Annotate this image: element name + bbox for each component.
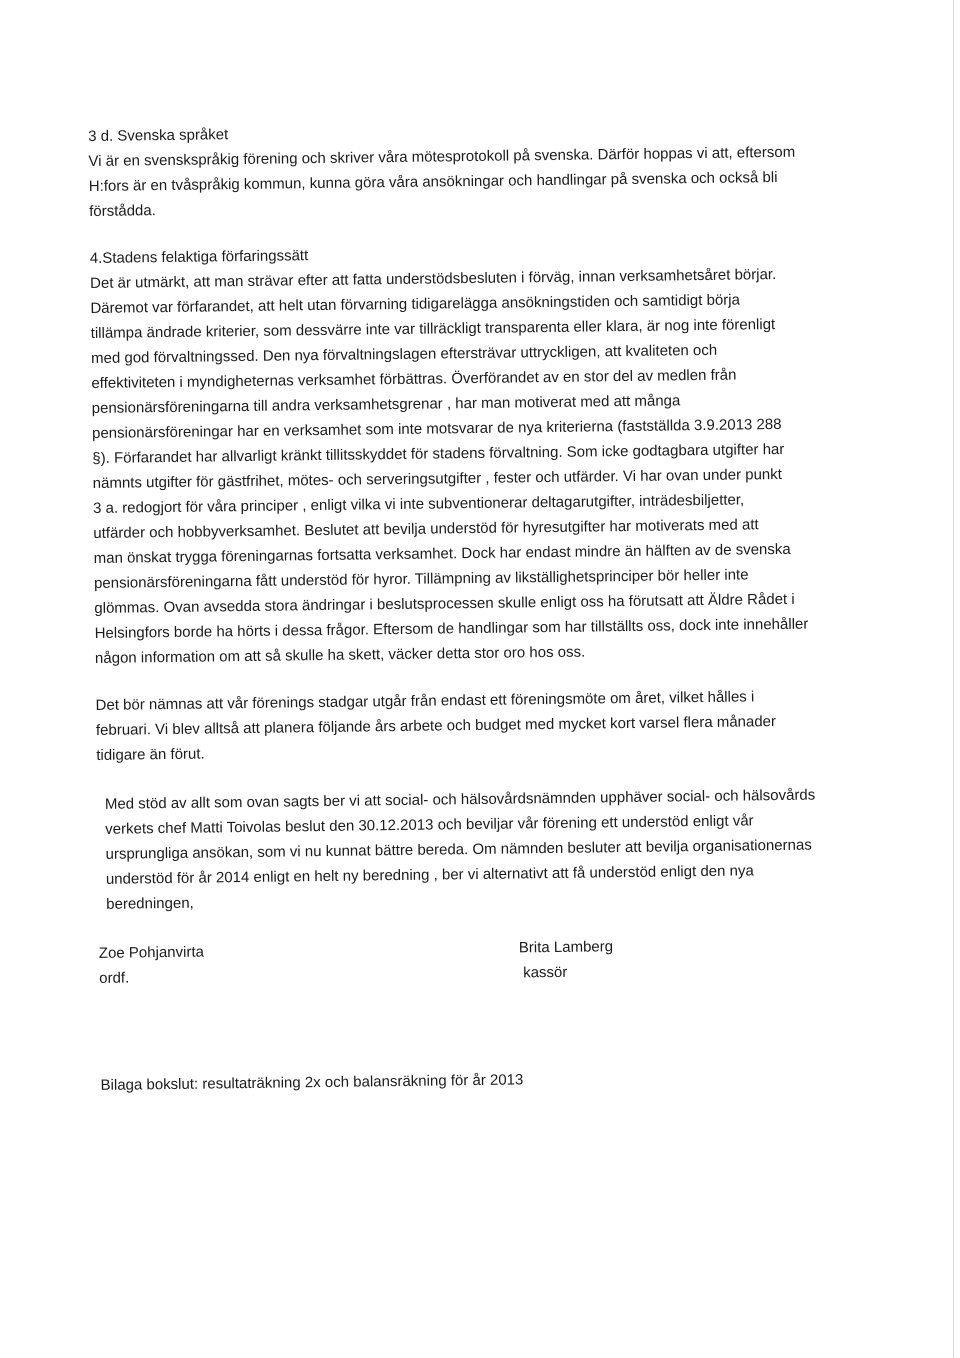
section-heading: 3 d. Svenska språket <box>88 126 229 145</box>
signer-role: kassör <box>523 963 568 982</box>
signature-block <box>99 931 890 1021</box>
signature-treasurer <box>519 934 614 985</box>
attachment-note: Bilaga bokslut: resultaträkning 2x och balansräkning för år 2013 <box>100 1071 524 1094</box>
section-svenska-spraket <box>88 114 879 224</box>
signature-chair <box>99 940 205 991</box>
section-body: Det är utmärkt, att man strävar efter att fatta understödsbesluten i förväg, innan verksamhetsåret börjar. Däremot var förfarandet, att helt utan förvarning tidigarelägga ansökningstiden och samtidigt börja tillämpa ändrade kriterier, som dessvärre inte var tillräckligt transparenta eller klara, är nog inte förenligt med god förvaltningssed. Den nya förvaltningslagen eftersträvar uttryckligen, att kvaliteten och effektiviteten i myndigheternas verksamhet förbättras. Överförandet av en stor del av medlen från pensionärsföreningarna till andra verksamhetsgrenar , har man motiverat med att många pensionärsföreningar har en verksamhet som inte motsvarar de nya kriterierna (fastställda 3.9.2013 288 §). Förfarandet har allvarligt kränkt tillitsskyddet för stadens förvaltning. Som icke godtagbara utgifter har nämnts utgifter för gästfrihet, mötes- och serveringsutgifter , fester och utfärder. Vi har ovan under punkt 3 a. redogjort för våra principer , enligt vilka vi inte subventionerar deltagarutgifter, inträdesbiljetter, utfärder och hobbyverksamhet. Beslutet att bevilja understöd för hyresutgifter har motiverats med att man önskat trygga föreningarnas fortsatta verksamhet. Dock har endast mindre än hälften av de svenska pensionärsföreningarna fått understöd för hyror. Tillämpning av likställighetsprinciper bör heller inte glömmas. Ovan avsedda stora ändringar i beslutsprocessen skulle enligt oss ha förutsatt att Äldre Rådet i Helsingfors borde ha hörts i dessa frågor. Eftersom de handlingar som har tillställts oss, dock inte innehåller någon information om att så skulle ha skett, väcker detta stor oro hos oss. <box>89 266 809 667</box>
paragraph-conclusion: Med stöd av allt som ovan sagts ber vi att social- och hälsovårdsnämnden upphäver social- och hälsovårds verkets chef Matti Toivolas beslut den 30.12.2013 och beviljar vår förening ett understöd enligt vår ursprungliga ansökan, som vi nu kunnat bättre bereda. Om nämnden besluter att bevilja organisationernas understöd för år 2014 enligt en helt ny beredning , ber vi alternativt att få understöd enligt den nya beredningen, <box>104 786 816 913</box>
section-forfaringssatt <box>90 236 885 671</box>
document-body <box>88 114 891 1098</box>
signer-role: ordf. <box>99 969 130 987</box>
scan-edge-line <box>953 0 954 1358</box>
signer-name: Brita Lamberg <box>518 938 614 957</box>
section-heading: 4.Stadens felaktiga förfaringssätt <box>89 247 309 267</box>
section-body: Vi är en svenskspråkig förening och skriver våra mötesprotokoll på svenska. Därför hoppas vi att, eftersom H:fors är en tvåspråkig kommun, kunna göra våra ansökningar och handlingar på svenska och också bli förstådda. <box>88 143 796 220</box>
signer-name: Zoe Pohjanvirta <box>98 943 205 962</box>
paragraph-stadgar: Det bör nämnas att vår förenings stadgar utgår från endast ett föreningsmöte om året, vilket hålles i februari. Vi blev alltså att planera följande års arbete och budget med mycket kort varsel flera månader tidigare än förut. <box>95 688 777 764</box>
